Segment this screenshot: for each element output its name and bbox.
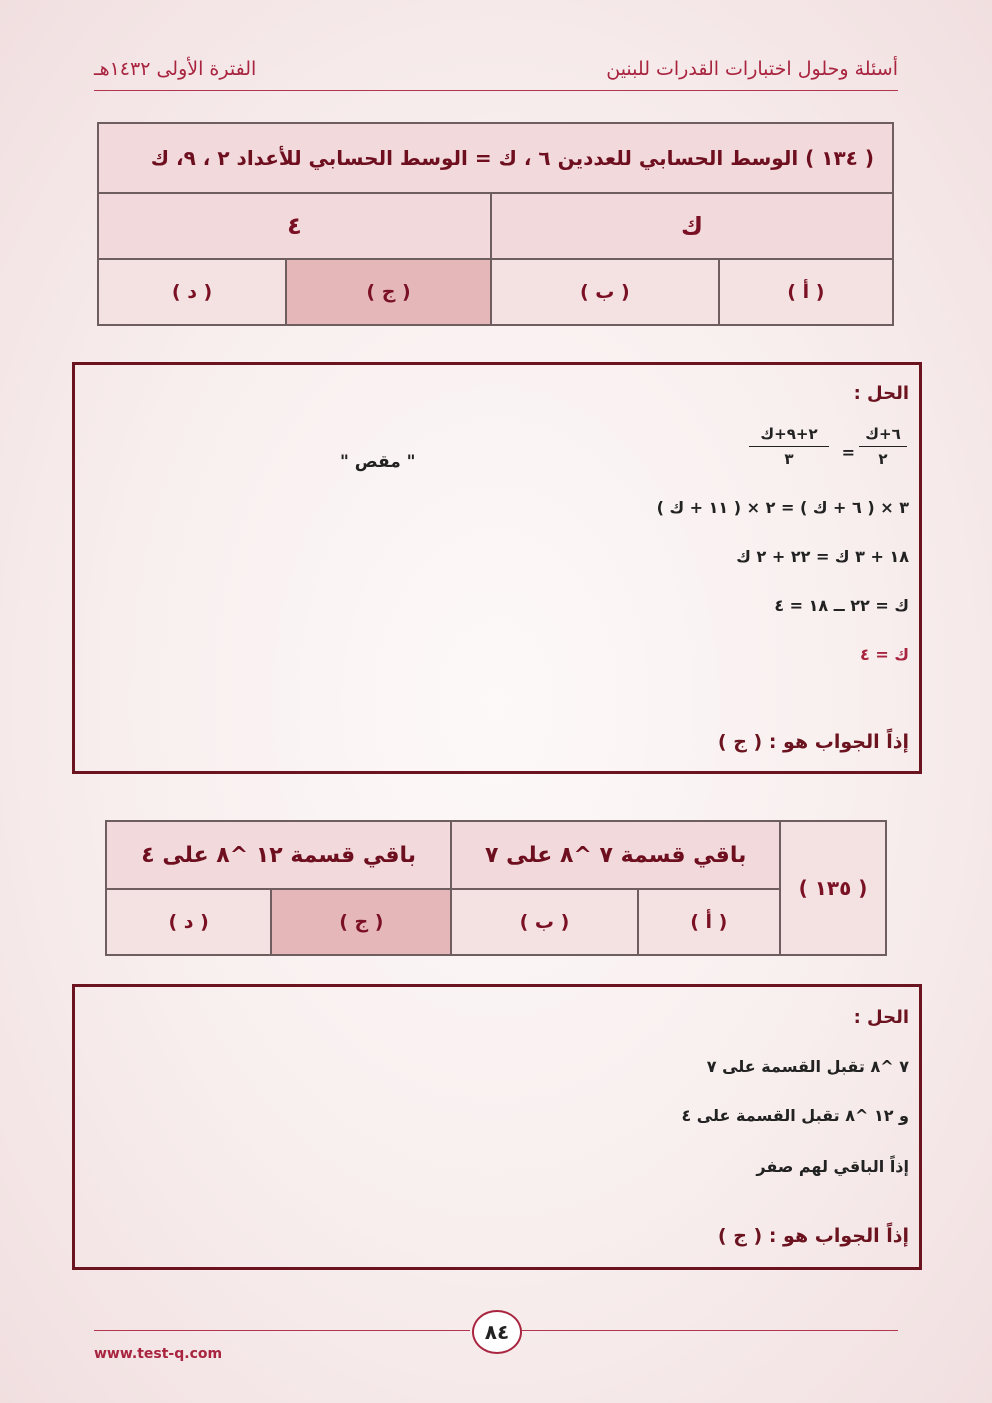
column-b-value: ٤ bbox=[98, 193, 491, 259]
equals-sign: = bbox=[841, 443, 855, 462]
header-period: الفترة الأولى ١٤٣٢هـ bbox=[94, 58, 257, 80]
option-a[interactable]: ( أ ) bbox=[719, 259, 893, 325]
step-line-2: و ١٢ ^٨ تقبل القسمة على ٤ bbox=[681, 1106, 909, 1125]
option-d[interactable]: ( د ) bbox=[98, 259, 286, 325]
step-line-1: ٣ × ( ٦ + ك ) = ٢ × ( ١١ + ك ) bbox=[656, 498, 909, 517]
header-divider bbox=[94, 90, 898, 91]
fraction-right-denominator: ٣ bbox=[784, 450, 794, 468]
step-line-3: ك = ٢٢ ــ ١٨ = ٤ bbox=[774, 596, 909, 615]
fraction-left-numerator: ٦+ك bbox=[865, 425, 901, 443]
question-134-table bbox=[97, 122, 894, 326]
website-link[interactable]: www.test-q.com bbox=[94, 1346, 223, 1362]
answer-line: إذاً الجواب هو : ( ج ) bbox=[717, 1225, 909, 1247]
option-b[interactable]: ( ب ) bbox=[451, 889, 637, 955]
page-number: ٨٤ bbox=[472, 1310, 522, 1354]
option-b[interactable]: ( ب ) bbox=[491, 259, 719, 325]
option-d[interactable]: ( د ) bbox=[106, 889, 271, 955]
question-135-number: ( ١٣٥ ) bbox=[780, 821, 886, 955]
step-line-result: ك = ٤ bbox=[860, 645, 909, 664]
fraction-right-numerator: ٢+٩+ك bbox=[760, 425, 818, 443]
column-b-value: باقي قسمة ١٢ ^٨ على ٤ bbox=[106, 821, 451, 889]
fraction-left bbox=[859, 425, 907, 468]
question-134-text: ( ١٣٤ ) الوسط الحسابي للعددين ٦ ، ك = الوسط الحسابي للأعداد ٢ ، ٩، ك bbox=[98, 123, 893, 193]
question-135-table bbox=[105, 820, 887, 956]
step-line-3: إذاً الباقي لهم صفر bbox=[756, 1157, 909, 1176]
step-line-1: ٧ ^٨ تقبل القسمة على ٧ bbox=[706, 1057, 909, 1076]
step-line-2: ١٨ + ٣ ك = ٢٢ + ٢ ك bbox=[736, 547, 909, 566]
fraction-left-denominator: ٢ bbox=[878, 450, 888, 468]
fraction-right bbox=[749, 425, 829, 468]
solution-135-box bbox=[72, 984, 922, 1270]
solution-134-box bbox=[72, 362, 922, 774]
fraction-bar bbox=[749, 446, 829, 447]
option-c-selected[interactable]: ( ج ) bbox=[271, 889, 451, 955]
footer-divider-right bbox=[522, 1330, 898, 1331]
option-c-selected[interactable]: ( ج ) bbox=[286, 259, 491, 325]
column-a-value: باقي قسمة ٧ ^٨ على ٧ bbox=[451, 821, 780, 889]
method-note: " مقص " bbox=[340, 452, 416, 472]
answer-line: إذاً الجواب هو : ( ج ) bbox=[717, 731, 909, 753]
column-a-value: ك bbox=[491, 193, 893, 259]
solution-label: الحل : bbox=[853, 1007, 909, 1028]
solution-label: الحل : bbox=[853, 383, 909, 404]
footer-divider-left bbox=[94, 1330, 470, 1331]
option-a[interactable]: ( أ ) bbox=[638, 889, 781, 955]
header-title: أسئلة وحلول اختبارات القدرات للبنين bbox=[606, 58, 898, 80]
fraction-bar bbox=[859, 446, 907, 447]
